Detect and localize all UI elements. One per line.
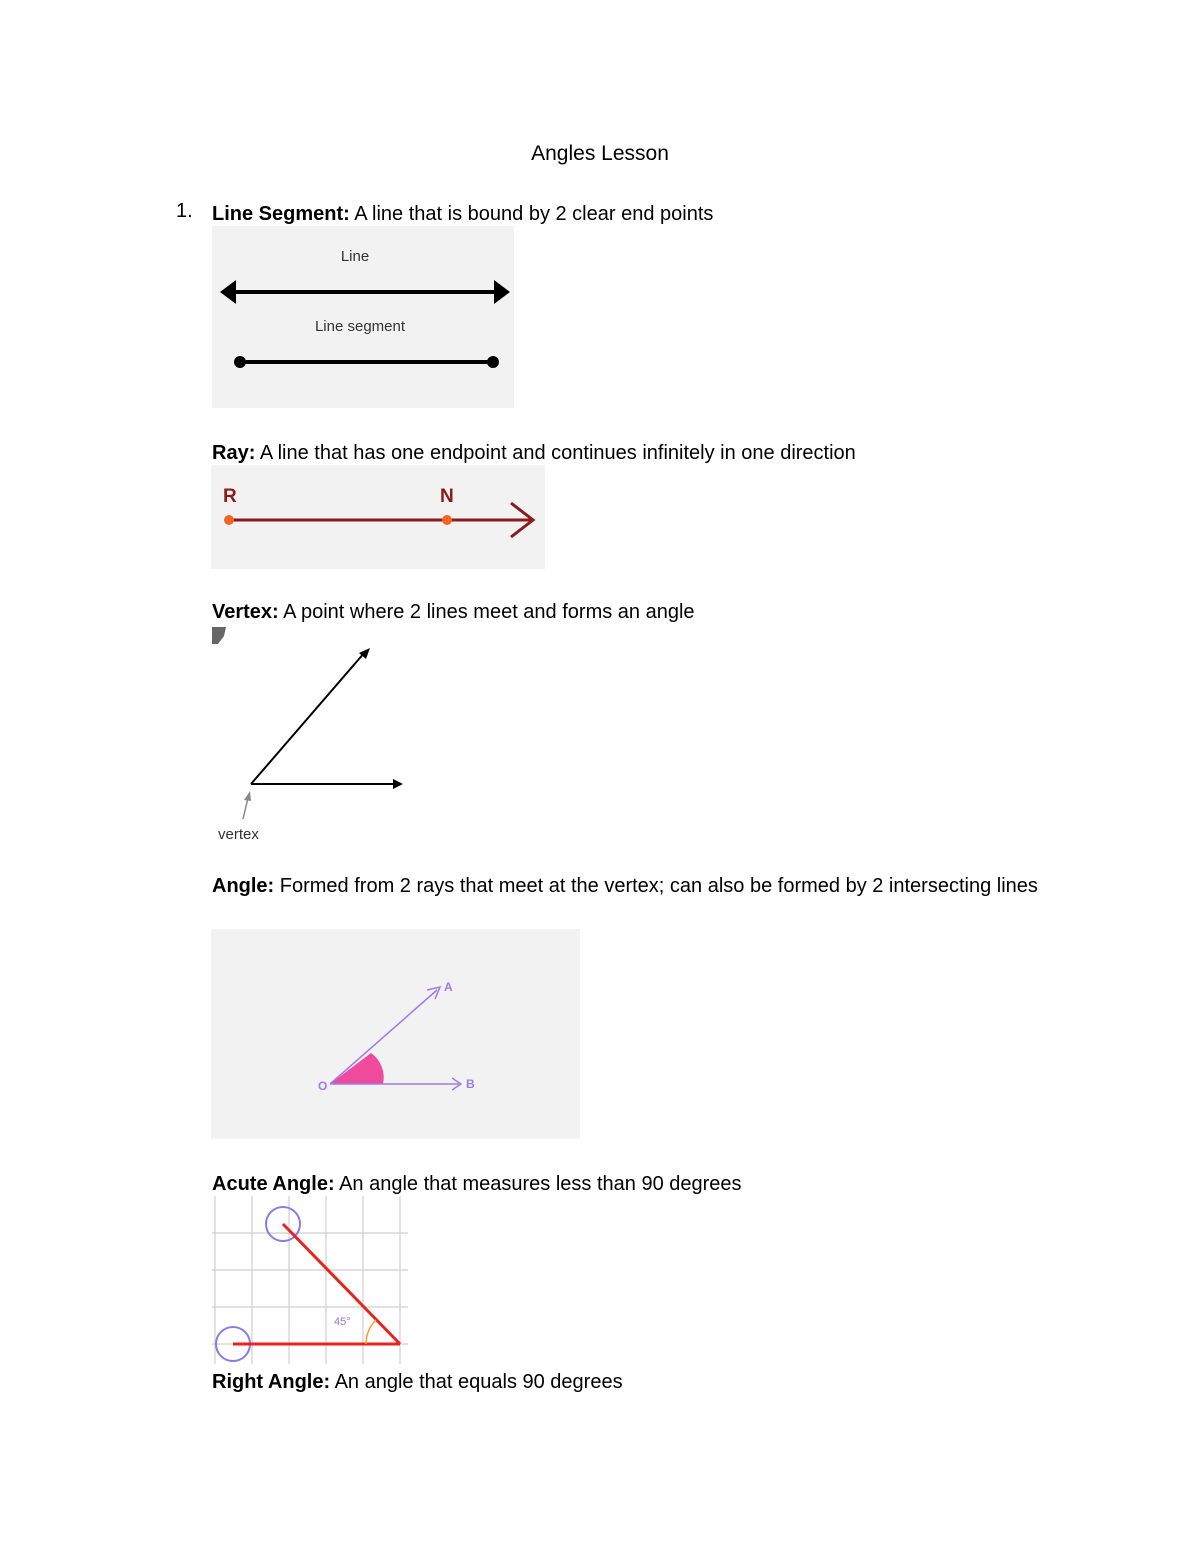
acute-angle-text: An angle that measures less than 90 degrees (334, 1173, 742, 1195)
ray-figure (211, 465, 545, 569)
vertex-pointer-icon (244, 791, 251, 801)
ray-term: Ray: (212, 442, 256, 464)
right-angle-text: An angle that equals 90 degrees (330, 1371, 623, 1393)
angle-arc (366, 1320, 376, 1344)
segment-label: Line segment (314, 318, 406, 335)
ray-text: A line that has one endpoint and continues infinitely in one direction (255, 442, 856, 464)
angle-text: Formed from 2 rays that meet at the vertex; can also be formed by 2 intersecting lines (274, 875, 1038, 897)
right-arrow-icon (393, 779, 403, 789)
point-a-label: A (444, 980, 453, 994)
acute-angle-figure (212, 1196, 408, 1364)
segment-endpoint-right (487, 356, 499, 368)
line-segment-term: Line Segment: (212, 203, 350, 225)
vertex-definition (212, 598, 695, 626)
acute-angle-definition (212, 1170, 742, 1198)
angle-figure (211, 929, 580, 1139)
segment-endpoint-left (234, 356, 246, 368)
grid (212, 1196, 408, 1364)
page-title: Angles Lesson (531, 142, 669, 165)
acute-angle-term: Acute Angle: (212, 1173, 335, 1195)
line-segment-definition (212, 200, 713, 228)
figure-background (211, 929, 580, 1139)
image-fragment-icon (212, 627, 226, 644)
point-b-label: B (466, 1077, 475, 1091)
angle-term: Angle: (212, 875, 275, 897)
point-n-label: N (440, 486, 454, 507)
figure-background (211, 465, 545, 569)
point-r-label: R (223, 486, 237, 507)
right-angle-definition (212, 1368, 623, 1396)
list-number: 1. (176, 200, 193, 222)
point-o-label: O (318, 1079, 328, 1093)
vertex-pointer-line (243, 798, 248, 819)
line-label: Line (340, 248, 370, 265)
right-angle-term: Right Angle: (212, 1371, 331, 1393)
vertex-figure (210, 624, 430, 850)
line-segment-figure (212, 226, 514, 408)
vertex-ray-upper (251, 652, 365, 784)
point-n-dot (442, 515, 452, 525)
angle-definition (212, 872, 1072, 900)
vertex-term: Vertex: (212, 601, 279, 623)
angle-measure-label: 45° (334, 1316, 351, 1328)
line-segment-text: A line that is bound by 2 clear end points (349, 203, 714, 225)
vertex-label: vertex (218, 826, 259, 843)
point-r-dot (224, 515, 234, 525)
ray-definition (212, 439, 856, 467)
vertex-text: A point where 2 lines meet and forms an angle (278, 601, 695, 623)
